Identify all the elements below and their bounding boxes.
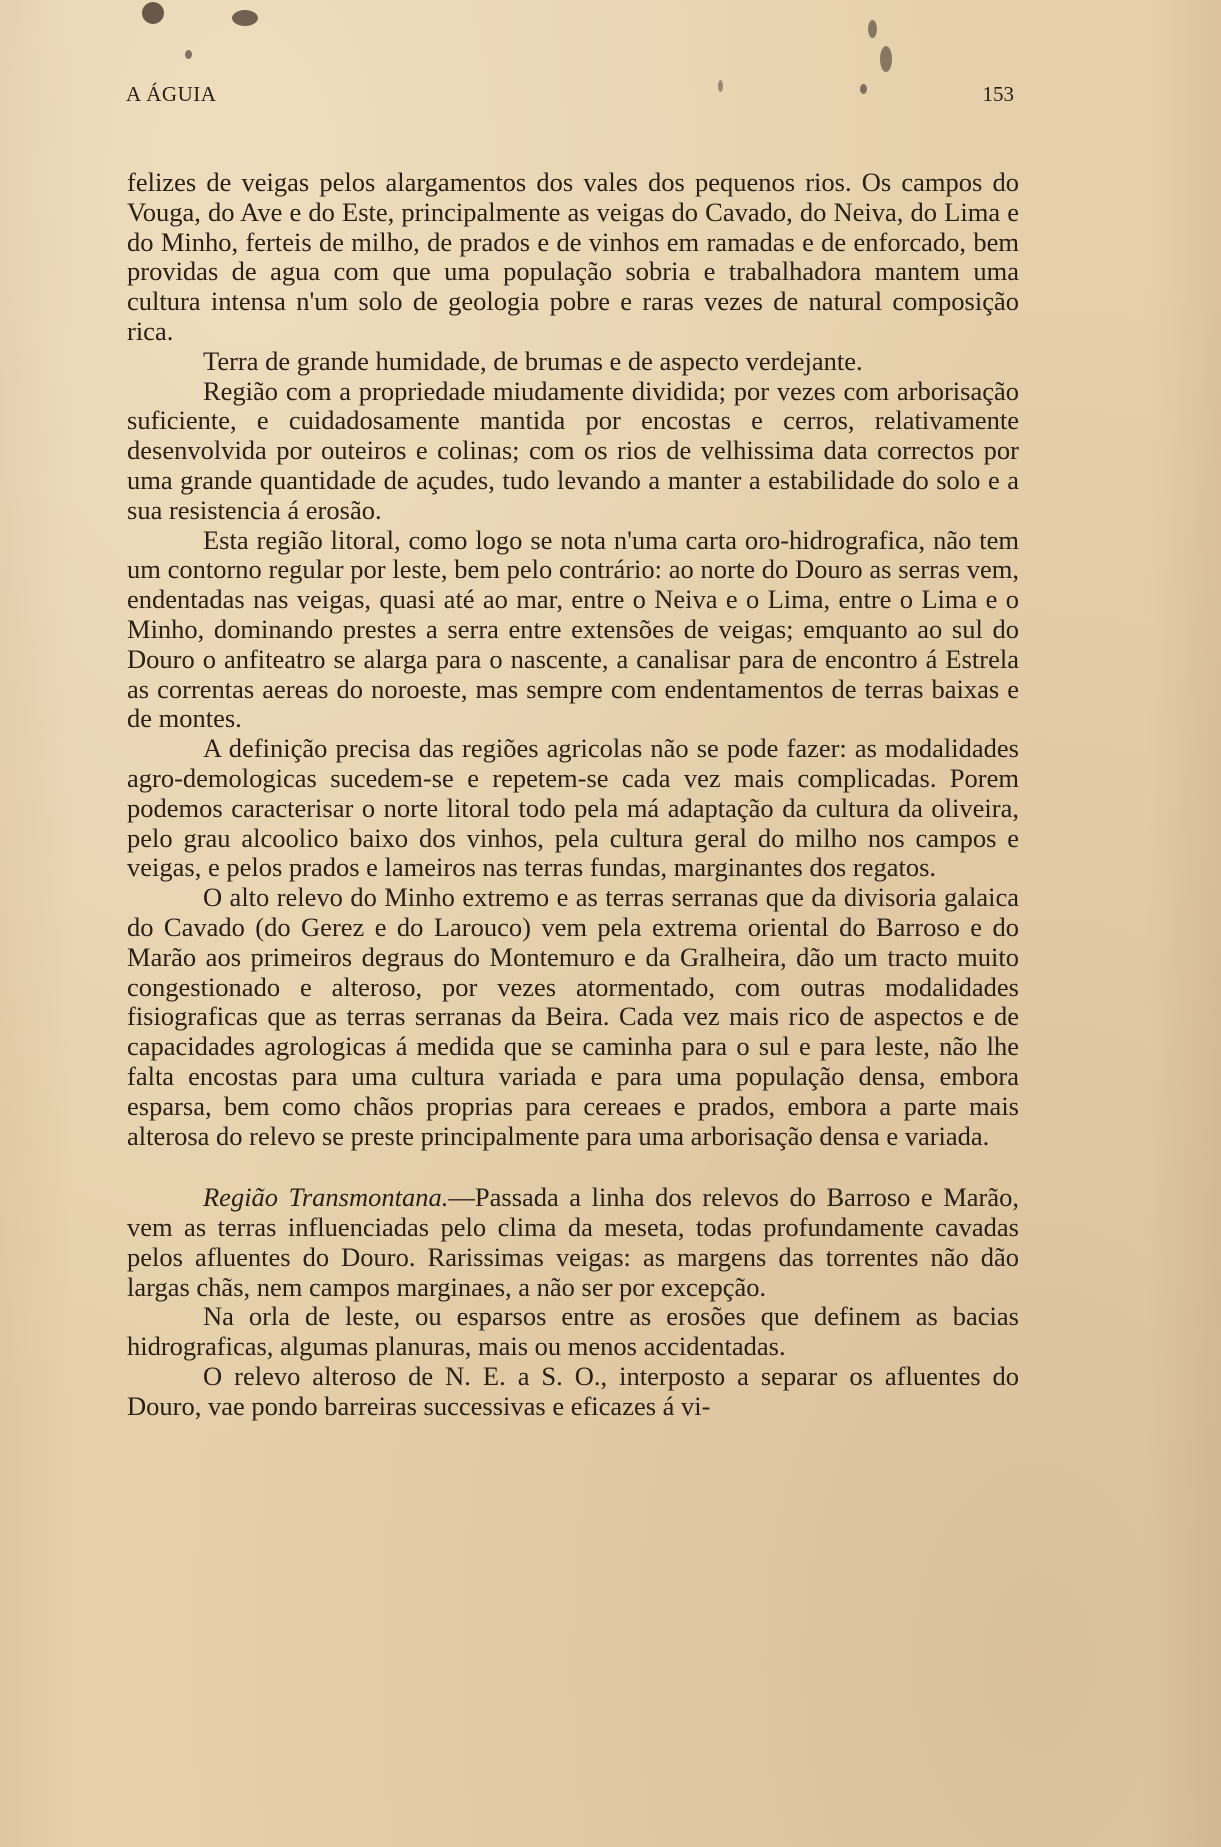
ink-blot [880,46,892,72]
paragraph: O relevo alteroso de N. E. a S. O., interposto a separar os afluentes do Douro, vae pondo barreiras successivas e eficazes á vi- [127,1361,1019,1421]
paragraph: O alto relevo do Minho extremo e as terras serranas que da divisoria galaica do Cavado (do Gerez e do Larouco) vem pela extrema oriental do Barroso e do Marão aos primeiros degraus do Montemuro e da Gralheira, dão um tracto muito congestionado e alteroso, por vezes atormentado, com outras modalidades fisiograficas que as terras serranas da Beira. Cada vez mais rico de aspectos e de capacidades agrologicas á medida que se caminha para o sul e para leste, não lhe falta encostas para uma cultura variada e para uma população densa, embora esparsa, bem como chãos proprias para cereaes e prados, embora a parte mais alterosa do relevo se preste principalmente para uma arborisação densa e variada. [127,882,1019,1151]
paragraph: Região com a propriedade miudamente dividida; por vezes com arborisação suficiente, e cuidadosamente mantida por encostas e cerros, relativamente desenvolvida por outeiros e colinas; com os rios de velhissima data correctos por uma grande quantidade de açudes, tudo levando a manter a estabilidade do solo e a sua resistencia á erosão. [127,375,1019,525]
section-gap [127,1151,1019,1183]
ink-blot [232,10,258,26]
ink-blot [142,2,164,24]
running-title: A ÁGUIA [126,82,217,106]
page-number: 153 [982,82,1014,106]
paragraph: felizes de veigas pelos alargamentos dos vales dos pequenos rios. Os campos do Vouga, do Ave e do Este, principalmente as veigas do Cavado, do Neiva, do Lima e do Minho, ferteis de milho, de prados e de vinhos em ramadas e de enforcado, bem providas de agua com que uma população sobria e trabalhadora mantem uma cultura intensa n'um solo de geologia pobre e raras vezes de natural composição rica. [127,167,1019,346]
running-head [126,82,1014,112]
paragraph-text: —Passada a linha dos relevos do Barroso e Marão, vem as terras influenciadas pelo clima da meseta, todas profundamente cavadas pelos afluentes do Douro. Rarissimas veigas: as margens das torrentes não dão largas chãs, nem campos marginaes, a não ser por excepção. [127,1182,1020,1302]
paragraph: Esta região litoral, como logo se nota n'uma carta oro-hidrografica, não tem um contorno regular por leste, bem pelo contrário: ao norte do Douro as serras vem, endentadas nas veigas, quasi até ao mar, entre o Neiva e o Lima, entre o Lima e o Minho, dominando prestes a serra entre extensões de veigas; emquanto ao sul do Douro o anfiteatro se alarga para o nascente, a canalisar para de encontro á Estrela as correntas aereas do noroeste, mas sempre com endentamentos de terras baixas e de montes. [127,524,1019,734]
body-text [127,168,1019,1422]
paragraph-region-transmontana [127,1183,1019,1302]
paragraph: A definição precisa das regiões agricolas não se pode fazer: as modalidades agro-demologicas sucedem-se e repetem-se cada vez mais complicadas. Porem podemos caracterisar o norte litoral todo pela má adaptação da cultura da oliveira, pelo grau alcoolico baixo dos vinhos, pela cultura geral do milho nos campos e veigas, e pelos prados e lameiros nas terras fundas, marginantes dos regatos. [127,733,1019,883]
paragraph: Terra de grande humidade, de brumas e de aspecto verdejante. [203,345,863,376]
section-heading: Região Transmontana. [203,1182,449,1213]
paragraph: Na orla de leste, ou esparsos entre as erosões que definem as bacias hidrograficas, algumas planuras, mais ou menos accidentadas. [127,1301,1019,1362]
ink-blot [868,20,877,38]
ink-blot [185,50,192,59]
